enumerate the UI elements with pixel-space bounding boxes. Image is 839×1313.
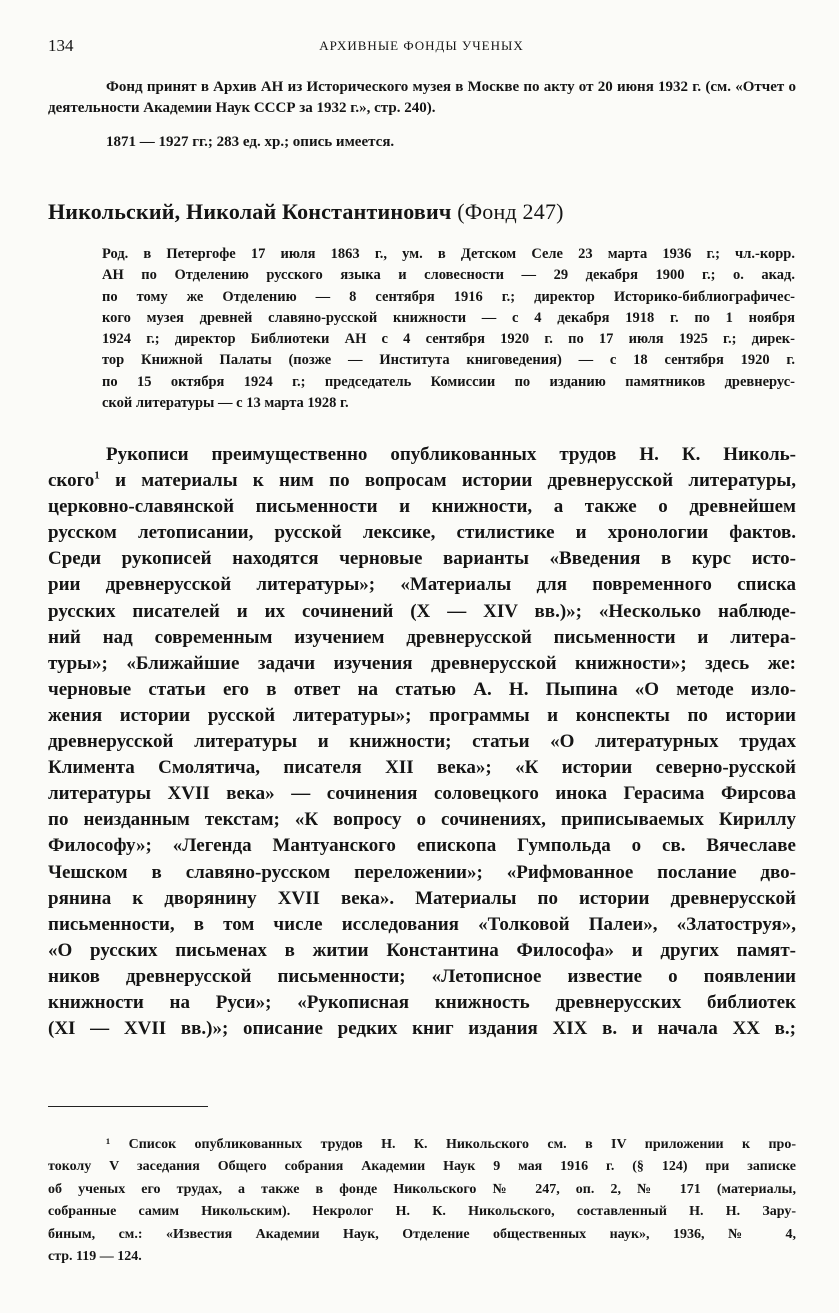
body-line: жения истории русской литературы»; программы и конспекты по истории [48, 704, 796, 726]
footnote-line: стр. 119 — 124. [48, 1249, 142, 1265]
acquisition-note: Фонд принят в Архив АН из Исторического музея в Москве по акту от 20 июня 1932 г. (см. «Отчет о деятельности Академии Наук СССР за 1932 г.», стр. 240). [48, 79, 796, 116]
body-line: русских писателей и их сочинений (X — XIV вв.)»; «Несколько наблюде- [48, 600, 796, 622]
page-header [48, 36, 795, 58]
body-line: церковно-славянской письменности и книжности, а также о древнейшем [48, 496, 796, 518]
body-line: Среди рукописей находятся черновые варианты «Введения в курс исто- [48, 548, 796, 570]
fund-number: (Фонд 247) [457, 199, 564, 224]
body-text-span: ского [48, 470, 95, 492]
bio-line: АН по Отделению русского языка и словесности — 29 декабря 1900 г.; о. акад. [102, 267, 795, 284]
footnote-divider [48, 1106, 208, 1107]
body-line: Климента Смолятича, писателя XII века»; «К истории северно-русской [48, 757, 796, 779]
footnote-line: ¹ Список опубликованных трудов Н. К. Никольского см. в IV приложении к про- [106, 1137, 796, 1152]
footnote-line: об ученых его трудах, а также в фонде Никольского № 247, оп. 2, № 171 (материалы, [48, 1181, 796, 1197]
footnote-block [48, 1134, 796, 1268]
bio-line: ской литературы — с 13 марта 1928 г. [102, 395, 349, 412]
body-line: ний над современным изучением древнерусской письменности и литера- [48, 626, 796, 648]
footnote-line: собранные самим Никольским). Некролог Н. К. Никольского, составленный Н. Н. Зару- [48, 1204, 796, 1220]
body-line: (XI — XVII вв.)»; описание редких книг издания XIX в. и начала XX в.; [48, 1018, 796, 1040]
intro-extent [48, 132, 796, 153]
intro-note [48, 77, 796, 119]
body-line: русском летописании, русской лексике, стилистике и хронологии фактов. [48, 522, 796, 544]
bio-line: 1924 г.; директор Библиотеки АН с 4 сентября 1920 г. по 17 июля 1925 г.; дирек- [102, 331, 795, 348]
footnote-line: токолу V заседания Общего собрания Академии Наук 9 мая 1916 г. (§ 124) при записке [48, 1159, 796, 1175]
bio-line: тор Книжной Палаты (позже — Института книговедения) — с 18 сентября 1920 г. [102, 352, 795, 369]
extent-note: 1871 — 1927 гг.; 283 ед. хр.; опись имеется. [106, 134, 395, 150]
footnote-marker[interactable]: 1 [94, 469, 100, 482]
body-line: черновые статьи его в ответ на статью А. Н. Пыпина «О методе изло- [48, 678, 796, 700]
page-number: 134 [48, 36, 74, 55]
running-head: АРХИВНЫЕ ФОНДЫ УЧЕНЫХ [319, 38, 524, 53]
body-line: книжности на Руси»; «Рукописная книжность древнерусских библиотек [48, 991, 796, 1013]
bio-line: по 15 октября 1924 г.; председатель Комиссии по изданию памятников древнерус- [102, 373, 795, 390]
body-line: Чешском в славяно-русском переложении»; «Рифмованное послание дво- [48, 861, 796, 883]
bio-line: кого музея древней славяно-русской книжности — с 4 декабря 1918 г. по 1 ноября [102, 309, 795, 326]
body-line: «О русских письменах в житии Константина Философа» и других памят- [48, 939, 796, 961]
body-line: Философу»; «Легенда Мантуанского епископа Гумпольда о св. Вячеславе [48, 835, 796, 857]
body-line: литературы XVII века» — сочинения соловецкого инока Герасима Фирсова [48, 783, 796, 805]
body-line: рии древнерусской литературы»; «Материалы для повременного списка [48, 574, 796, 596]
body-line: ников древнерусской письменности; «Летописное известие о появлении [48, 965, 796, 987]
body-line: по неизданным текстам; «К вопросу о сочинениях, приписываемых Кириллу [48, 809, 796, 831]
body-line: письменности, в том числе исследования «Толковой Палеи», «Златоструя», [48, 913, 796, 935]
body-line: туры»; «Ближайшие задачи изучения древнерусской книжности»; здесь же: [48, 652, 796, 674]
body-line [48, 468, 796, 494]
bio-line: по тому же Отделению — 8 сентября 1916 г.; директор Историко-библиографичес- [102, 288, 795, 305]
body-line: Рукописи преимущественно опубликованных трудов Н. К. Николь- [106, 444, 796, 465]
bio-line: Род. в Петергофе 17 июля 1863 г., ум. в Детском Селе 23 марта 1936 г.; чл.-корр. [102, 246, 795, 262]
body-text-span: и материалы к ним по вопросам истории древнерусской литературы, [99, 470, 796, 492]
biography-block [102, 244, 795, 414]
section-heading [48, 199, 564, 225]
person-name: Никольский, Николай Константинович [48, 199, 452, 224]
body-line: древнерусской литературы и книжности; статьи «О литературных трудах [48, 731, 796, 753]
main-body [48, 442, 796, 1042]
footnote-line: биным, см.: «Известия Академии Наук, Отделение общественных наук», 1936, № 4, [48, 1226, 796, 1242]
body-line: рянина к дворянину XVII века». Материалы по истории древнерусской [48, 887, 796, 909]
